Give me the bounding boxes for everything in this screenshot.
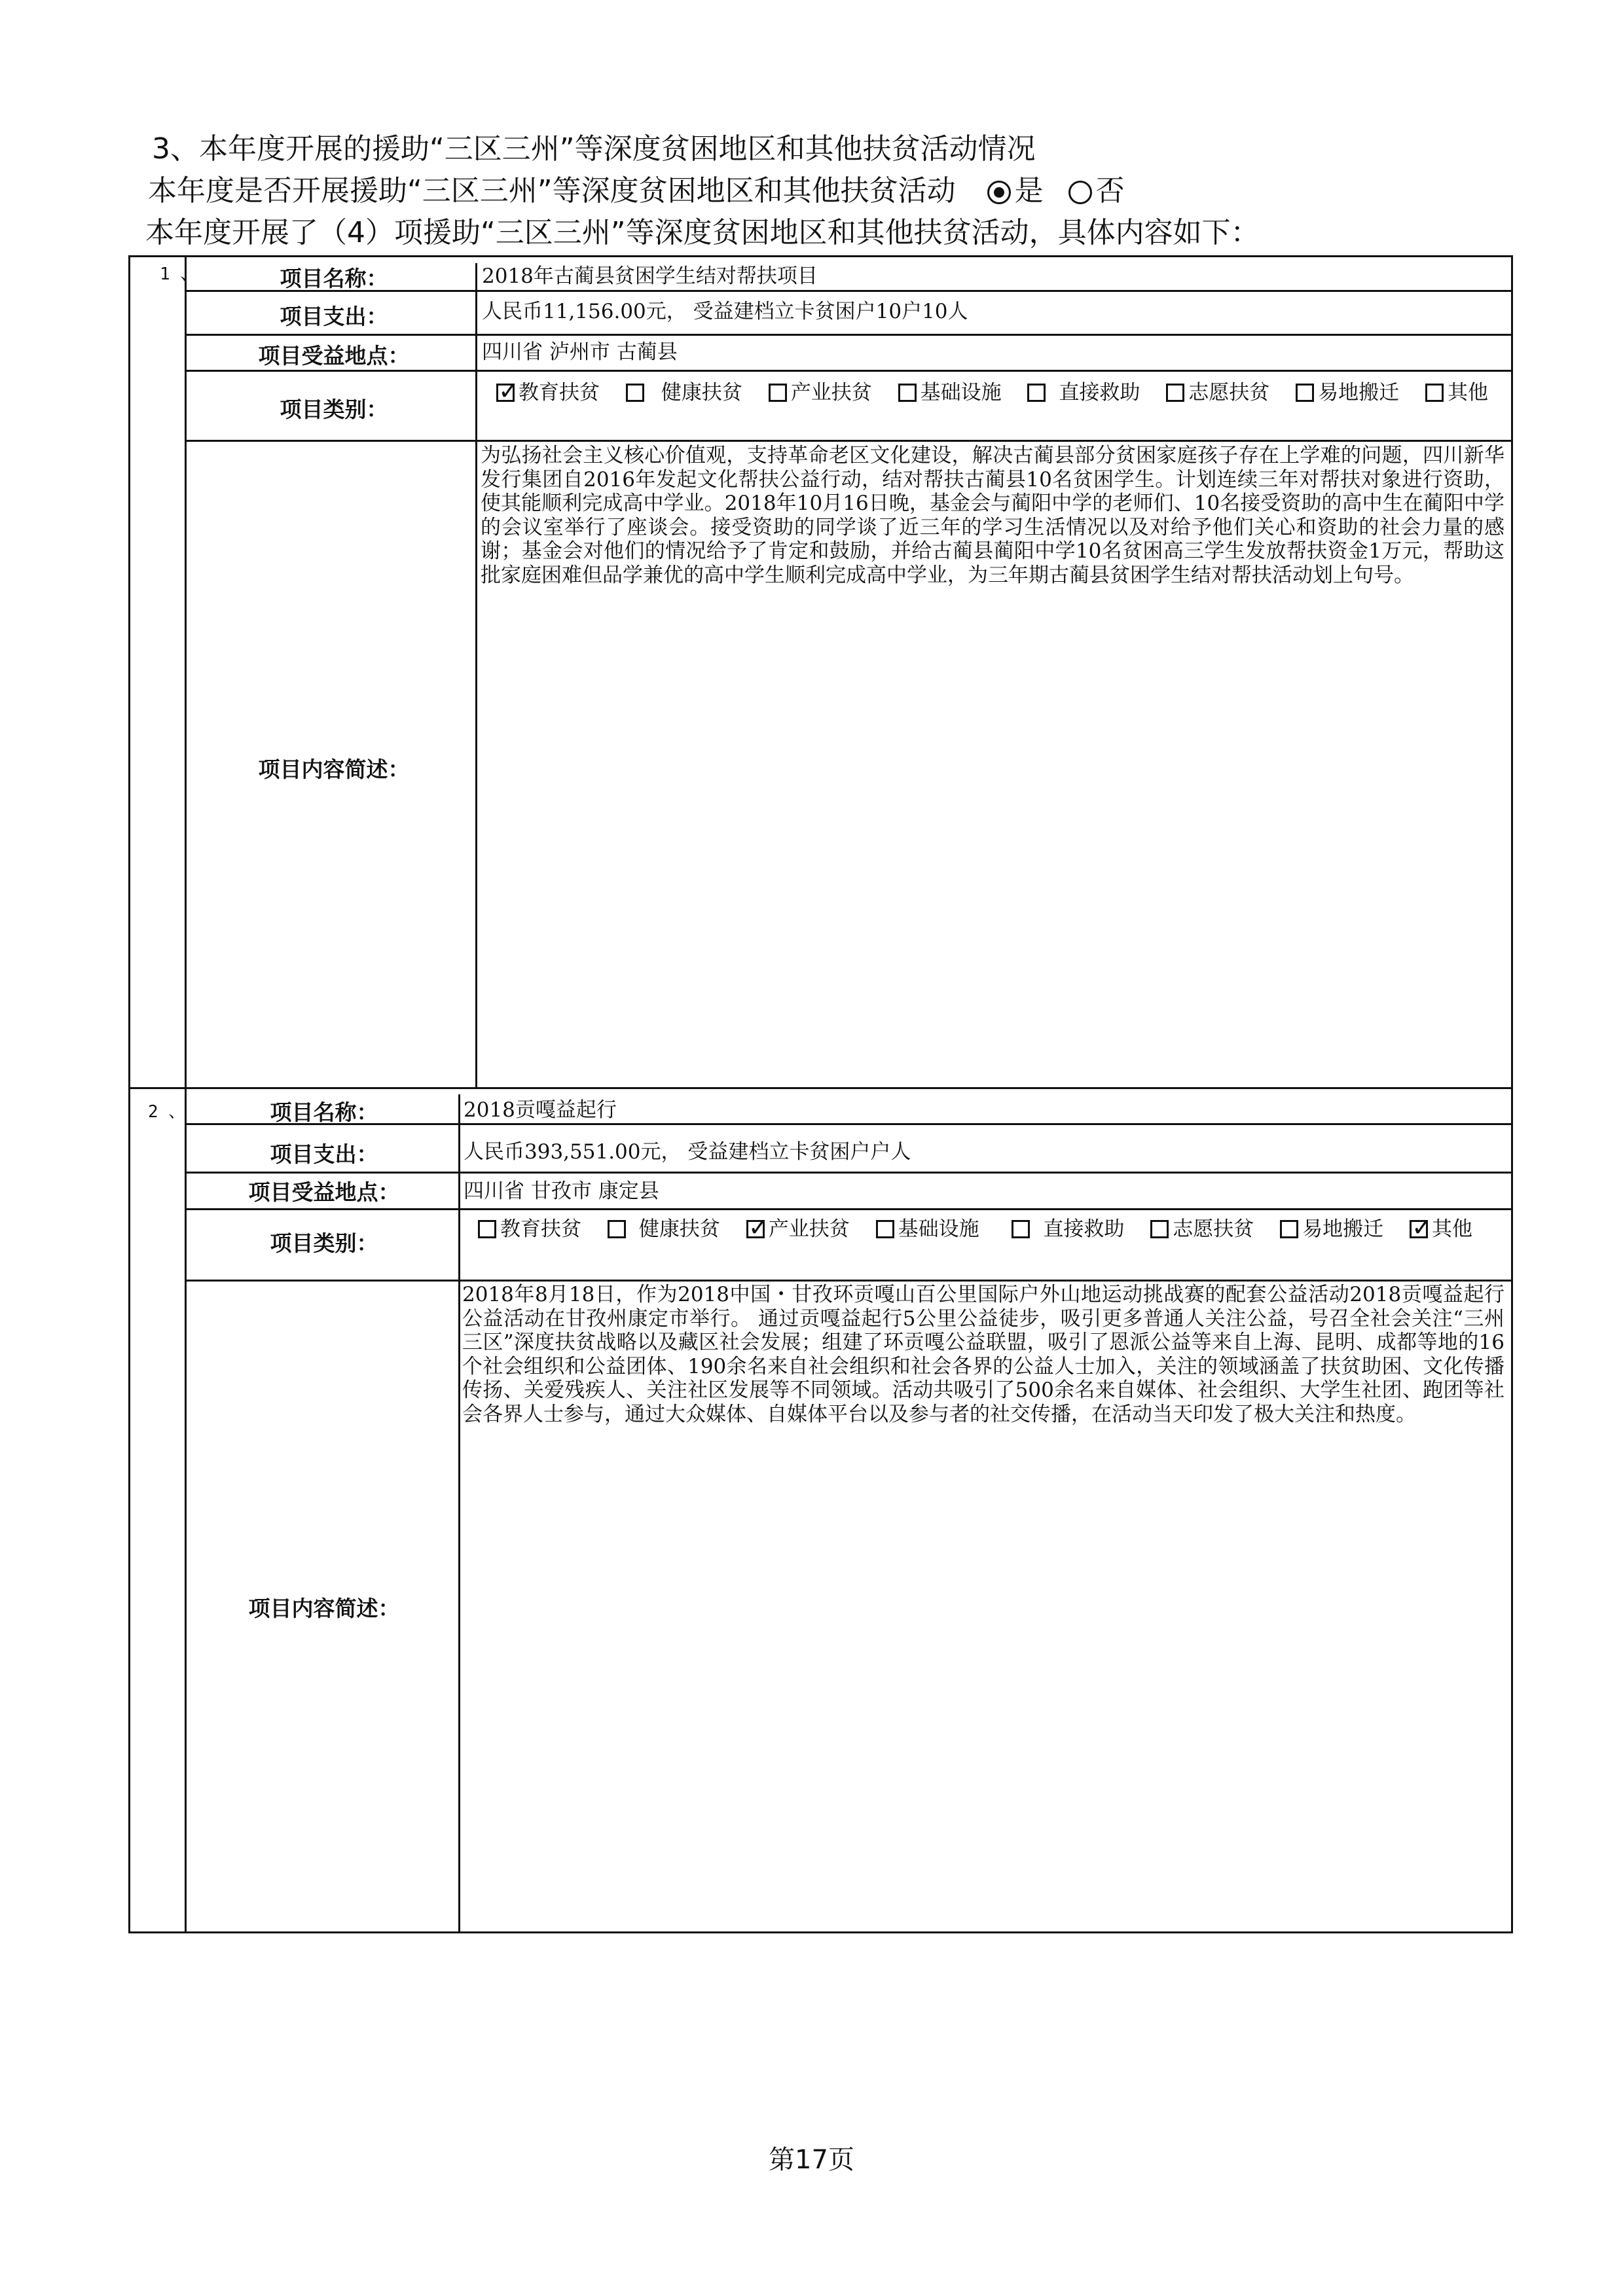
option-label: 直接救助 [1043, 1217, 1125, 1241]
checkbox-health[interactable] [626, 384, 644, 402]
yes-label: 是 [1014, 174, 1044, 207]
checkbox-health[interactable] [608, 1220, 626, 1238]
option-label: 志愿扶贫 [1188, 381, 1270, 404]
no-radio[interactable] [1068, 181, 1092, 204]
row-line [185, 334, 1513, 336]
checkbox-education[interactable] [478, 1220, 496, 1238]
project-name-label: 项目名称： [270, 1100, 378, 1125]
row-line [185, 1208, 1513, 1210]
project-description-value: 2018年8月18日，作为2018中国・甘孜环贡嘎山百公里国际户外山地运动挑战赛的配套公益活动2018贡嘎益起行公益活动在甘孜州康定市举行。 通过贡嘎益起行5公里公益徒步，吸引更多普通人关注公益，号召全社会关注“三州三区”深度扶贫战略以及藏区社会发展；组建了环贡嘎公益联盟，吸引了恩派公益等来自上海、昆明、成都等地的16个社会组织和公益团体、190余名来自社会组织和社会各界的公益人士加入，关注的领域涵盖了扶贫助困、文化传播传扬、关爱残疾人、关注社区发展等不同领域。活动共吸引了500余名来自媒体、社会组织、大学生社团、跑团等社会各界人士参与，通过大众媒体、自媒体平台以及参与者的社交传播，在活动当天印发了极大关注和热度。 [462, 1283, 1504, 1426]
checkbox-education[interactable] [496, 384, 515, 402]
activity-question [148, 171, 1125, 211]
project-description-label: 项目内容简述： [248, 1596, 400, 1621]
checkbox-industry[interactable] [746, 1220, 765, 1238]
value-column-divider-1 [475, 263, 477, 1087]
project-location-value: 四川省 甘孜市 康定县 [464, 1179, 659, 1203]
project-seq: 2 、 [148, 1102, 186, 1122]
checkbox-infrastructure[interactable] [898, 384, 917, 402]
row-line [185, 1280, 1513, 1282]
project-expense-value: 人民币11,156.00元， 受益建档立卡贫困户10户10人 [482, 300, 968, 323]
option-label: 其他 [1432, 1217, 1473, 1241]
row-line [128, 255, 1513, 257]
activity-summary: 本年度开展了（4）项援助“三区三州”等深度贫困地区和其他扶贫活动，具体内容如下： [145, 216, 1260, 249]
project-expense-label: 项目支出： [280, 304, 388, 329]
project-category-label: 项目类别： [280, 397, 388, 422]
checkbox-relocation[interactable] [1280, 1220, 1298, 1238]
checkbox-volunteer[interactable] [1166, 384, 1184, 402]
project-seq: 1 、 [160, 264, 198, 284]
option-label: 教育扶贫 [500, 1217, 581, 1241]
project-expense-label: 项目支出： [270, 1141, 378, 1167]
option-label: 教育扶贫 [519, 381, 600, 404]
no-label: 否 [1095, 174, 1125, 207]
project-category-label: 项目类别： [270, 1230, 378, 1256]
row-line [185, 370, 1513, 372]
project-location-value: 四川省 泸州市 古蔺县 [482, 340, 678, 364]
option-label: 志愿扶贫 [1173, 1217, 1254, 1241]
option-label: 直接救助 [1059, 381, 1140, 404]
option-label: 健康扶贫 [638, 1217, 720, 1241]
checkbox-other[interactable] [1410, 1220, 1428, 1238]
project-separator [128, 1087, 1513, 1089]
option-label: 其他 [1448, 381, 1489, 404]
option-label: 易地搬迁 [1318, 381, 1400, 404]
option-label: 易地搬迁 [1302, 1217, 1384, 1241]
section-heading: 3、本年度开展的援助“三区三州”等深度贫困地区和其他扶贫活动情况 [152, 132, 1036, 166]
checkbox-other[interactable] [1425, 384, 1444, 402]
project-location-label: 项目受益地点： [258, 343, 410, 368]
checkbox-direct-aid[interactable] [1012, 1220, 1030, 1238]
option-label: 基础设施 [920, 381, 1002, 404]
option-label: 基础设施 [898, 1217, 979, 1241]
checkbox-industry[interactable] [769, 384, 787, 402]
project-description-value: 为弘扬社会主义核心价值观，支持革命老区文化建设，解决古蔺县部分贫困家庭孩子存在上学难的问题，四川新华发行集团自2016年发起文化帮扶公益行动，结对帮扶古蔺县10名贫困学生。计划连续三年对帮扶对象进行资助，使其能顺利完成高中学业。2018年10月16日晚，基金会与蔺阳中学的老师们、10名接受资助的高中生在蔺阳中学的会议室举行了座谈会。接受资助的同学谈了近三年的学习生活情况以及对给予他们关心和资助的社会力量的感谢；基金会对他们的情况给予了肯定和鼓励，并给古蔺县蔺阳中学10名贫困高三学生发放帮扶资金1万元，帮助这批家庭困难但品学兼优的高中学生顺利完成高中学业，为三年期古蔺县贫困学生结对帮扶活动划上句号。 [481, 444, 1504, 587]
project-location-label: 项目受益地点： [248, 1179, 400, 1205]
project-category-options [464, 1215, 1504, 1244]
page-number: 第17页 [769, 2145, 854, 2175]
project-name-label: 项目名称： [280, 266, 388, 291]
option-label: 产业扶贫 [768, 1217, 850, 1241]
row-line [185, 440, 1513, 442]
option-label: 产业扶贫 [790, 381, 872, 404]
project-name-value: 2018贡嘎益起行 [464, 1098, 617, 1122]
table-border-left [128, 255, 130, 1933]
table-border-right [1511, 255, 1513, 1933]
option-label: 健康扶贫 [661, 381, 742, 404]
project-expense-value: 人民币393,551.00元， 受益建档立卡贫困户户人 [464, 1140, 911, 1164]
question-text: 本年度是否开展援助“三区三州”等深度贫困地区和其他扶贫活动 [148, 174, 956, 207]
value-column-divider-2 [458, 1094, 460, 1933]
checkbox-volunteer[interactable] [1150, 1220, 1169, 1238]
checkbox-relocation[interactable] [1296, 384, 1314, 402]
project-category-options [482, 378, 1503, 407]
project-name-value: 2018年古蔺县贫困学生结对帮扶项目 [482, 264, 818, 288]
row-line [185, 1172, 1513, 1174]
project-description-label: 项目内容简述： [258, 757, 410, 782]
seq-column-divider [185, 255, 187, 1933]
checkbox-infrastructure[interactable] [876, 1220, 894, 1238]
yes-radio[interactable] [987, 181, 1011, 204]
table-border-bottom [128, 1931, 1513, 1933]
checkbox-direct-aid[interactable] [1027, 384, 1046, 402]
